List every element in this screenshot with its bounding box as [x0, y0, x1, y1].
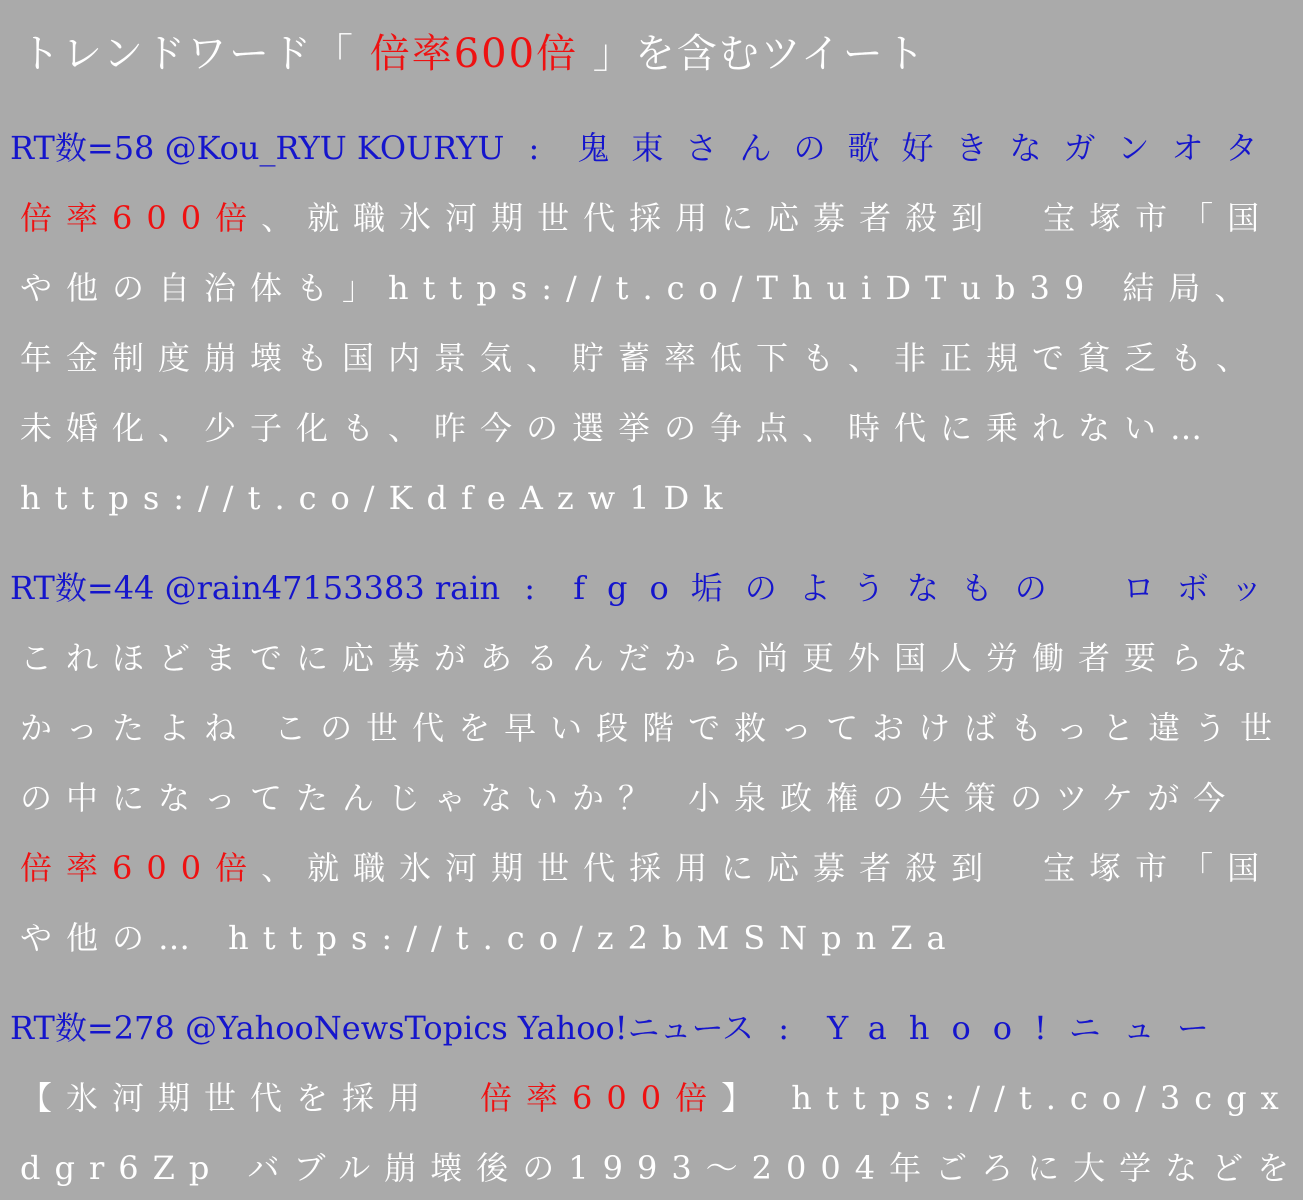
tweet-separator: :	[500, 569, 574, 607]
tweet-line	[20, 268, 1260, 308]
tweet-separator: :	[504, 129, 578, 167]
tweet-separator: :	[754, 1009, 828, 1047]
tweet-line	[20, 778, 1239, 818]
tweet-keyword: 倍率600倍	[20, 849, 262, 887]
tweet-header[interactable]	[10, 128, 1279, 168]
tweet-text: や他の自治体も」https://t.co/ThuiDTub39 結局、	[20, 269, 1261, 307]
tweet-meta[interactable]: RT数=58 @Kou_RYU KOURYU	[10, 129, 505, 167]
tweet-user-bio: fgo垢のようなもの ロボッ	[573, 569, 1285, 607]
tweet-user-bio: 鬼束さんの歌好きなガンオタ	[577, 129, 1280, 167]
tweet-text: dgr6Zp バブル崩壊後の1993〜2004年ごろに大学などを	[20, 1149, 1303, 1187]
tweet-meta[interactable]: RT数=278 @YahooNewsTopics Yahoo!ニュース	[10, 1009, 755, 1047]
tweet-keyword: 倍率600倍	[20, 199, 262, 237]
tweet-header[interactable]	[10, 1008, 1231, 1048]
title-prefix: トレンドワード「	[20, 31, 370, 77]
tweet-text[interactable]: や他の… https://t.co/z2bMSNpnZa	[20, 919, 960, 957]
tweet-link[interactable]: https://t.co/KdfeAzw1Dk	[20, 479, 737, 517]
tweet-text: かったよね この世代を早い段階で救っておけばもっと違う世	[20, 709, 1287, 747]
tweet-text: の中になってたんじゃないか？ 小泉政権の失策のツケが今	[20, 779, 1240, 817]
tweet-text: 、就職氷河期世代採用に応募者殺到 宝塚市「国	[261, 199, 1274, 237]
tweet-text: 年金制度崩壊も国内景気、貯蓄率低下も、非正規で貧乏も、	[20, 339, 1263, 377]
title-suffix: 」を含むツイート	[578, 31, 927, 77]
tweet-line[interactable]	[20, 1078, 1293, 1118]
tweet-link[interactable]: 】 https://t.co/3cgx	[721, 1079, 1293, 1117]
tweet-line[interactable]	[20, 918, 960, 958]
tweet-line	[20, 408, 1216, 448]
tweet-text: 【氷河期世代を採用	[20, 1079, 481, 1117]
tweet-user-bio: Yahoo!ニュー	[827, 1009, 1231, 1047]
tweet-header[interactable]	[10, 568, 1285, 608]
tweet-text: 未婚化、少子化も、昨今の選挙の争点、時代に乗れない…	[20, 409, 1217, 447]
tweet-keyword: 倍率600倍	[480, 1079, 722, 1117]
tweet-text: これほどまでに応募があるんだから尚更外国人労働者要らな	[20, 639, 1263, 677]
tweet-text: 、就職氷河期世代採用に応募者殺到 宝塚市「国	[261, 849, 1274, 887]
trend-keyword: 倍率600倍	[369, 31, 579, 77]
tweet-line	[20, 198, 1273, 238]
tweet-line	[20, 1148, 1303, 1188]
tweet-meta[interactable]: RT数=44 @rain47153383 rain	[10, 569, 501, 607]
tweet-line	[20, 708, 1286, 748]
tweet-line	[20, 638, 1262, 678]
tweet-line	[20, 848, 1273, 888]
tweet-line[interactable]	[20, 478, 737, 518]
tweet-line	[20, 338, 1262, 378]
page-title	[20, 28, 927, 80]
